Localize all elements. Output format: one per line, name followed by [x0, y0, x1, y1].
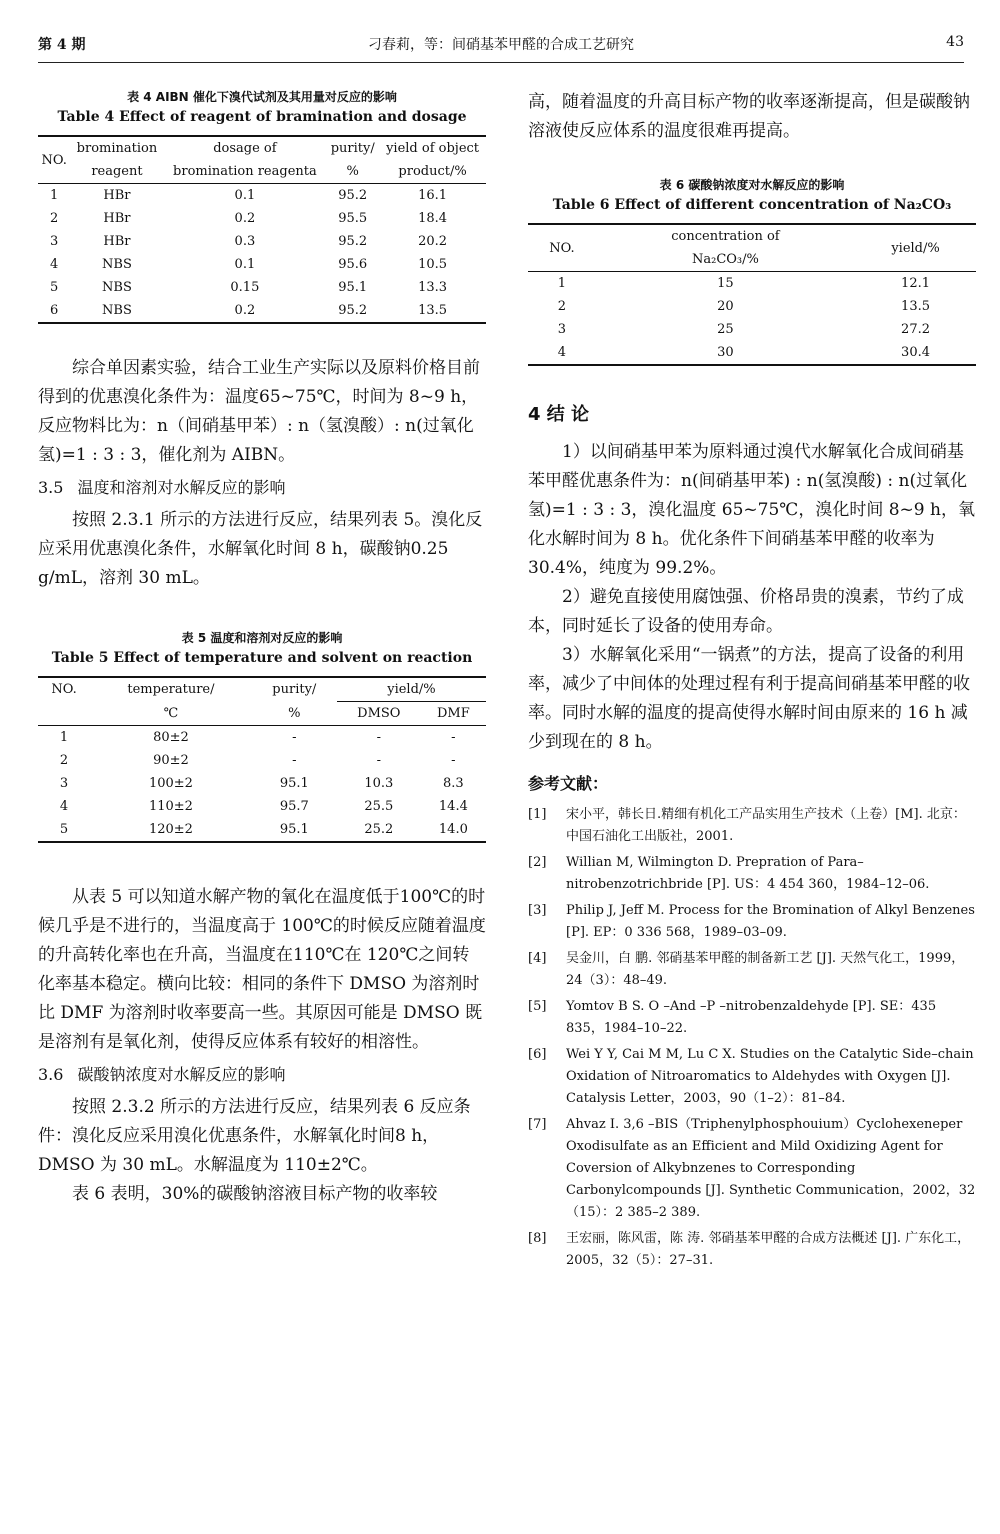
paragraph-summary: 综合单因素实验，结合工业生产实际以及原料价格目前得到的优惠溴化条件为：温度65~75℃，时间为 8~9 h，反应物料比为：n（间硝基甲苯）: n（氢溴酸）: n(过氧化氢)=1 : 3 : 3，催化剂为 AIBN。	[38, 358, 480, 465]
paragraph-table5-analysis: 从表 5 可以知道水解产物的氧化在温度低于100℃的时候几乎是不进行的，当温度高于 100℃的时候反应随着温度的升高转化率也在升高，当温度在110℃在 120℃之间转化率基本稳定。横向比较：相同的条件下 DMSO 为溶剂时比 DMF 为溶剂时收率要高一些。其原因可能是 DMSO 既是溶剂有是氧化剂，使得反应体系有较好的相溶性。	[38, 887, 486, 1052]
t6-h-conc-bottom: Na₂CO₃/%	[596, 248, 855, 272]
table-cell: 3	[557, 322, 567, 337]
reference-text: Wei Y Y, Cai M M, Lu C X. Studies on the Catalytic Side–chain Oxidation of Nitroaromatics to Aldehydes with Oxygen [J]. Catalysis Letter，2003，90（1–2）：81–84.	[566, 1047, 974, 1106]
t6-h-no: NO.	[528, 224, 596, 272]
running-title: 刁春莉，等：间硝基苯甲醛的合成工艺研究	[368, 37, 634, 53]
table-cell: 10.3	[364, 776, 394, 791]
table-cell: HBr	[103, 234, 131, 249]
reference-number: [1]	[528, 807, 547, 822]
table-cell: 95.2	[338, 234, 368, 249]
table-cell: NBS	[70, 299, 163, 323]
reference-text: 宋小平，韩长日.精细有机化工产品实用生产技术（上卷）[M]. 北京：中国石油化工出版社，2001.	[566, 807, 966, 844]
table-cell: 15	[717, 276, 734, 291]
table4-caption-cn: 表 4 AIBN 催化下溴代试剂及其用量对反应的影响	[127, 90, 397, 104]
table4	[38, 135, 486, 324]
section-heading-conclusion: 4 结 论	[528, 404, 590, 425]
table-cell: NBS	[102, 280, 132, 295]
subsection-number: 3.6	[38, 1065, 64, 1084]
table-cell: 1	[557, 276, 567, 291]
table-cell: 95.2	[338, 188, 368, 203]
table-cell: 95.1	[338, 280, 368, 295]
table5	[38, 676, 486, 843]
table-cell: 13.5	[901, 299, 930, 314]
t4-h-dosage-bottom: bromination reagenta	[164, 160, 327, 184]
t4-h-purity-top: purity/	[326, 136, 379, 160]
reference-text: 王宏丽，陈风雷，陈 涛. 邻硝基苯甲醛的合成方法概述 [J]. 广东化工，2005，32（5）：27–31.	[566, 1231, 971, 1268]
subsection-number: 3.5	[38, 478, 64, 497]
table-row	[38, 230, 486, 253]
right-column	[528, 82, 976, 1276]
table-cell: 80±2	[153, 730, 189, 745]
t4-h-yield-bottom: product/%	[379, 160, 486, 184]
table-cell: 0.15	[230, 280, 260, 295]
conclusion-3: 3）水解氧化采用“一锅煮”的方法，提高了设备的利用率，减少了中间体的处理过程有利于提高间硝基苯甲醛的收率。同时水解的温度的提高使得水解时间由原来的 16 h 减少到现在的 8 h。	[528, 645, 970, 752]
reference-number: [2]	[528, 855, 547, 870]
table-cell: -	[376, 730, 382, 745]
t4-h-dosage-top: dosage of	[164, 136, 327, 160]
paragraph-continued: 高，随着温度的升高目标产物的收率逐渐提高，但是碳酸钠溶液使反应体系的温度很难再提高。	[528, 92, 970, 141]
reference-number: [7]	[528, 1117, 547, 1132]
reference-number: [3]	[528, 903, 547, 918]
table-cell: 100±2	[148, 776, 193, 791]
table-row	[38, 253, 486, 276]
reference-item	[528, 852, 976, 896]
reference-text: 吴金川，白 鹏. 邻硝基苯甲醛的制备新工艺 [J]. 天然气化工，1999，24（3）：48–49.	[566, 951, 965, 988]
page-number: 43	[946, 34, 964, 50]
table-cell: 20	[717, 299, 734, 314]
reference-item	[528, 948, 976, 992]
table-cell: 25.2	[337, 818, 421, 842]
table-cell: 30	[596, 341, 855, 365]
table6	[528, 223, 976, 366]
table-cell: 18.4	[418, 211, 448, 226]
reference-number: [4]	[528, 951, 547, 966]
table-row	[38, 749, 486, 772]
table6-caption-cn: 表 6 碳酸钠浓度对水解反应的影响	[659, 178, 845, 192]
table-cell: -	[451, 753, 456, 768]
table-cell: 2	[59, 753, 69, 768]
table-cell: 25.5	[364, 799, 394, 814]
paragraph-table6-analysis: 表 6 表明，30%的碳酸钠溶液目标产物的收率较	[72, 1184, 438, 1204]
table-cell: 16.1	[418, 188, 448, 203]
table-cell: 30.4	[855, 341, 976, 365]
t4-h-reagent-top: bromination	[70, 136, 163, 160]
paragraph-method-table6: 按照 2.3.2 所示的方法进行反应，结果列表 6 反应条件：溴化反应采用溴化优惠条件，水解氧化时间8 h，DMSO 为 30 mL。水解温度为 110±2℃。	[38, 1097, 471, 1175]
table-cell: 0.1	[234, 188, 256, 203]
t4-h-no: NO.	[38, 136, 70, 184]
table-cell: 0.3	[234, 234, 256, 249]
table-cell: 8.3	[443, 776, 464, 791]
reference-item	[528, 996, 976, 1040]
reference-text: Willian M, Wilmington D. Prepration of Para–nitrobenzotrichbride [P]. US：4 454 360，1984–12–06.	[566, 855, 930, 892]
table-cell: 0.2	[234, 211, 256, 226]
table-cell: 90±2	[153, 753, 189, 768]
table-cell: 95.1	[279, 776, 309, 791]
table-row	[528, 272, 976, 296]
t5-h-temp-top: temperature/	[90, 677, 252, 702]
table-cell: 1	[50, 188, 59, 203]
table-row	[528, 341, 976, 365]
table-cell: 4	[528, 341, 596, 365]
table-row	[38, 299, 486, 323]
table-cell: 25	[717, 322, 734, 337]
table-cell: 20.2	[418, 234, 448, 249]
reference-text: Ahvaz I. 3,6 –BIS（Triphenylphosphouium）Cyclohexeneper Oxodisulfate as an Efficient and Mild Oxidizing Agent for Coversion of Alkybnzenes to Corresponding Carbonylcompounds [J]. Synthetic Communication，2002，32（15）：2 385–2 389.	[566, 1117, 976, 1220]
table-cell: 14.4	[438, 799, 468, 814]
table-cell: 27.2	[901, 322, 930, 337]
t5-h-temp-bottom: ℃	[90, 702, 252, 726]
paragraph-method-table5: 按照 2.3.1 所示的方法进行反应，结果列表 5。溴化反应采用优惠溴化条件，水解氧化时间 8 h，碳酸钠0.25 g/mL，溶剂 30 mL。	[38, 510, 483, 588]
t5-h-purity-top: purity/	[252, 677, 337, 702]
table-cell: 13.5	[379, 299, 486, 323]
reference-text: Philip J, Jeff M. Process for the Bromination of Alkyl Benzenes [P]. EP：0 336 568，1989–03–09.	[566, 903, 975, 940]
left-column	[38, 82, 486, 1209]
table-cell: 2	[557, 299, 567, 314]
table-cell: 3	[50, 234, 59, 249]
reference-item	[528, 1044, 976, 1110]
reference-text: Yomtov B S. O –And –P –nitrobenzaldehyde [P]. SE：435 835，1984–10–22.	[566, 999, 937, 1036]
reference-number: [5]	[528, 999, 547, 1014]
t5-h-no: NO.	[38, 677, 90, 726]
table-row	[38, 772, 486, 795]
table6-caption-en: Table 6 Effect of different concentration of Na₂CO₃	[552, 197, 952, 213]
t4-h-reagent-bottom: reagent	[70, 160, 163, 184]
table-cell: -	[292, 753, 297, 768]
table-row	[38, 795, 486, 818]
t4-h-yield-top: yield of object	[379, 136, 486, 160]
reference-item	[528, 804, 976, 848]
table-cell: -	[451, 730, 456, 745]
table-cell: 12.1	[901, 276, 930, 291]
table4-caption-en: Table 4 Effect of reagent of bramination and dosage	[57, 109, 467, 125]
table-cell: 95.7	[279, 799, 309, 814]
table-row	[38, 818, 486, 842]
subsection-3-5	[38, 474, 486, 502]
t5-h-yield: yield/%	[337, 677, 486, 702]
t6-h-yield: yield/%	[855, 224, 976, 272]
table-row	[38, 207, 486, 230]
table-cell: 4	[50, 257, 59, 272]
references-heading: 参考文献：	[528, 774, 609, 793]
table-cell: 95.5	[338, 211, 368, 226]
conclusion-1: 1）以间硝基甲苯为原料通过溴代水解氧化合成间硝基苯甲醛优惠条件为：n(间硝基甲苯) : n(氢溴酸) : n(过氧化氢)=1 : 3 : 3，溴化温度 65~75℃，溴化时间 8~9 h，氧化水解时间为 8 h。优化条件下间硝基苯甲醛的收率为 30.4%，纯度为 99.2%。	[528, 442, 975, 578]
reference-item	[528, 1228, 976, 1272]
table-cell: HBr	[103, 188, 131, 203]
table-cell: 1	[59, 730, 69, 745]
table-row	[38, 276, 486, 299]
table-cell: 14.0	[421, 818, 486, 842]
subsection-title: 碳酸钠浓度对水解反应的影响	[77, 1065, 286, 1084]
table-cell: -	[376, 753, 382, 768]
table-row	[38, 184, 486, 208]
table-cell: 4	[59, 799, 69, 814]
table-cell: 6	[38, 299, 70, 323]
t5-h-dmf: DMF	[421, 702, 486, 726]
table-row	[38, 726, 486, 750]
reference-item	[528, 1114, 976, 1224]
t5-h-dmso: DMSO	[337, 702, 421, 726]
table-cell: 5	[50, 280, 59, 295]
table-cell: 3	[59, 776, 69, 791]
table-row	[528, 318, 976, 341]
t5-h-purity-bottom: %	[252, 702, 337, 726]
table5-caption-en: Table 5 Effect of temperature and solvent on reaction	[51, 650, 473, 666]
table-cell: 13.3	[418, 280, 448, 295]
table-cell: -	[292, 730, 297, 745]
table-cell: 110±2	[148, 799, 193, 814]
table-cell: NBS	[102, 257, 132, 272]
subsection-title: 温度和溶剂对水解反应的影响	[77, 478, 286, 497]
issue-number: 第 4 期	[38, 37, 86, 53]
table-row	[528, 295, 976, 318]
table-cell: 5	[38, 818, 90, 842]
reference-item	[528, 900, 976, 944]
reference-number: [8]	[528, 1231, 547, 1246]
table-cell: 0.2	[164, 299, 327, 323]
table-cell: 95.1	[252, 818, 337, 842]
table-cell: 95.6	[338, 257, 368, 272]
table-cell: 2	[50, 211, 59, 226]
table-cell: 95.2	[326, 299, 379, 323]
t4-h-purity-bottom: %	[326, 160, 379, 184]
table-cell: 120±2	[90, 818, 252, 842]
t6-h-conc-top: concentration of	[596, 224, 855, 248]
table-cell: HBr	[103, 211, 131, 226]
running-header	[38, 28, 964, 63]
conclusion-2: 2）避免直接使用腐蚀强、价格昂贵的溴素，节约了成本，同时延长了设备的使用寿命。	[528, 587, 964, 636]
subsection-3-6	[38, 1061, 486, 1089]
table-cell: 10.5	[418, 257, 448, 272]
table-cell: 0.1	[234, 257, 256, 272]
table5-caption-cn: 表 5 温度和溶剂对反应的影响	[181, 631, 343, 645]
reference-number: [6]	[528, 1047, 547, 1062]
